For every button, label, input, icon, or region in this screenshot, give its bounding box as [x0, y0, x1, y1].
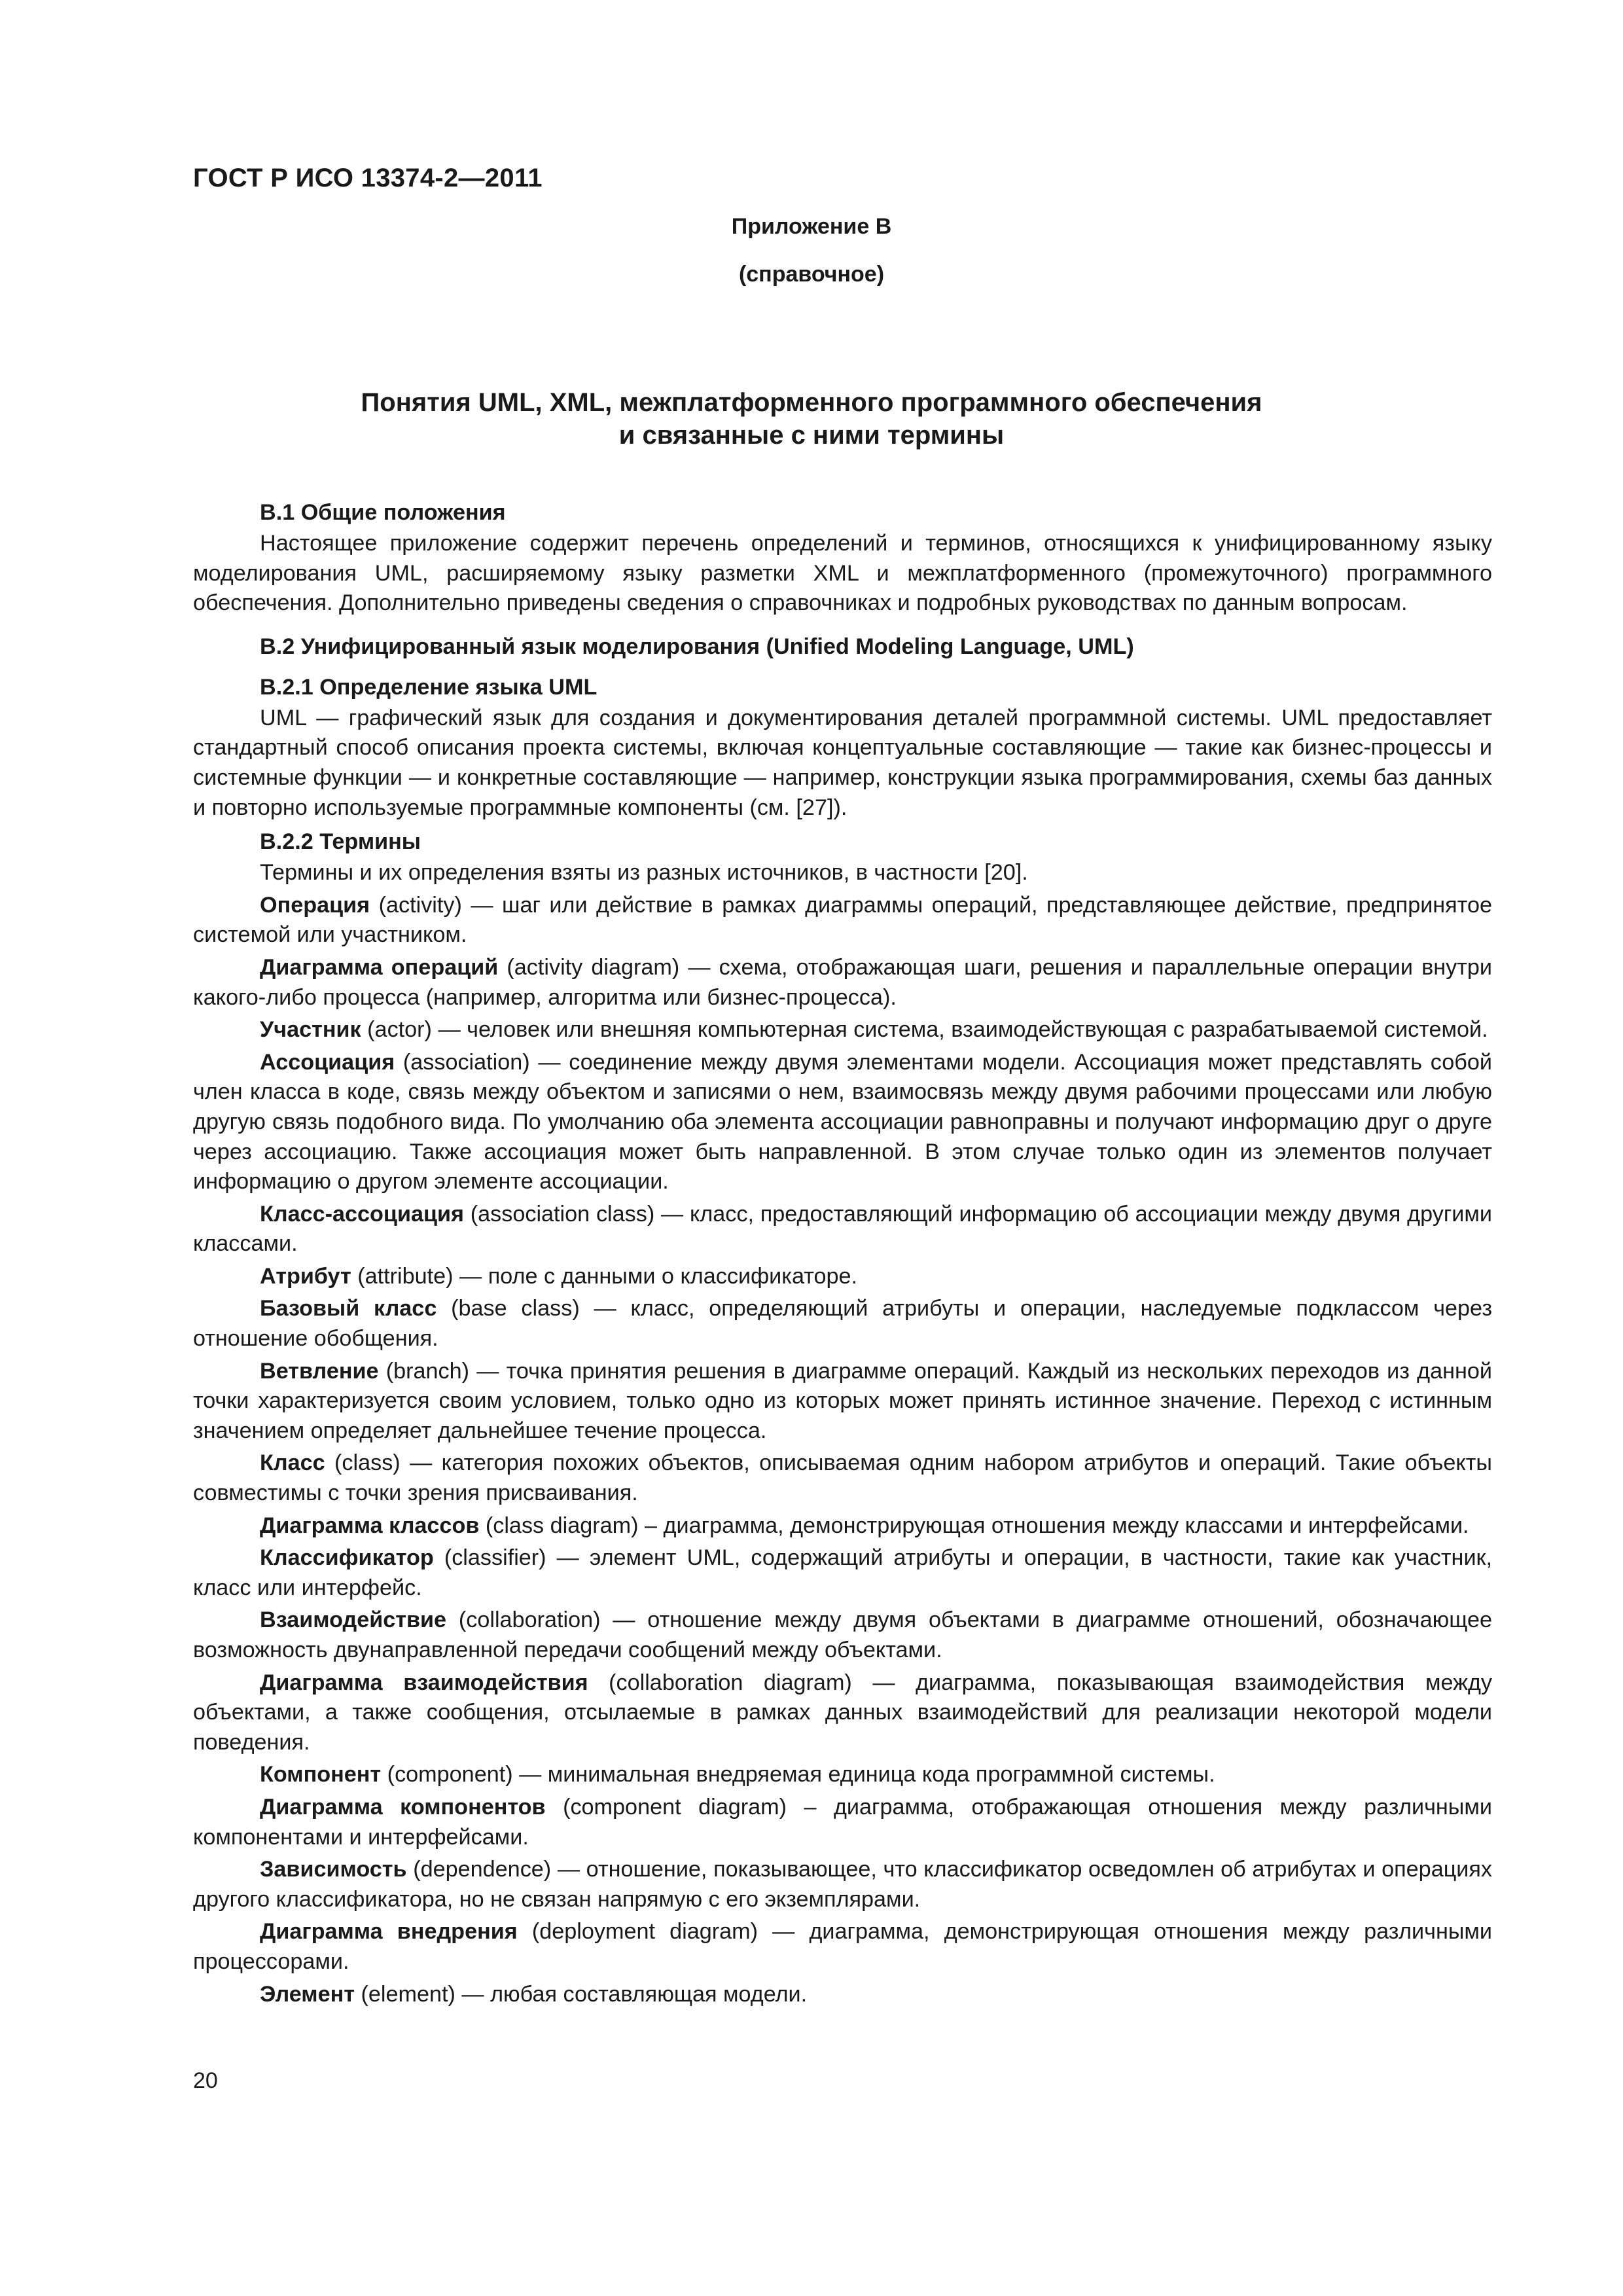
term-name: Ветвление [260, 1358, 379, 1384]
terms-list [193, 891, 1492, 2009]
page-number: 20 [193, 2068, 218, 2093]
term-name: Ассоциация [260, 1049, 395, 1075]
term-text: (collaboration) — отношение между двумя объектами в диаграмме отношений, обозначающее возможность двунаправленной передачи сообщений между объектами. [193, 1607, 1492, 1662]
section-b21-text: UML — графический язык для создания и документирования деталей программной системы. UML предоставляет стандартный способ описания проекта системы, включая концептуальные составляющие — такие как бизнес-процессы и системные функции — и конкретные составляющие — например, конструкции языка программирования, схемы баз данных и повторно используемые программные компоненты (см. [27]). [193, 705, 1492, 820]
term-text: (component diagram) – диаграмма, отображающая отношения между различными компонентами и интерфейсами. [193, 1794, 1492, 1850]
section-heading-b1: В.1 Общие положения [260, 500, 506, 525]
term-name: Зависимость [260, 1857, 407, 1882]
term-definition [193, 1760, 1492, 1790]
term-name: Диаграмма классов [260, 1513, 480, 1538]
term-name: Компонент [260, 1762, 382, 1787]
term-text: (activity diagram) — схема, отображающая шаги, решения и параллельные операции внутри какого-либо процесса (например, алгоритма или бизнес-процесса). [193, 954, 1493, 1010]
term-name: Базовый класс [260, 1296, 437, 1321]
term-text: (element) — любая составляющая модели. [355, 1981, 808, 2007]
term-text: (class diagram) – диаграмма, демонстрирующая отношения между классами и интерфейсами. [479, 1513, 1469, 1538]
annex-heading-line2: и связанные с ними термины [618, 421, 1005, 450]
term-definition [193, 1605, 1492, 1665]
term-text: (branch) — точка принятия решения в диаграмме операций. Каждый из нескольких переходов из данной точки характеризуется своим условием, только одно из которых может принять истинное значение. Переход с истинным значением определяет дальнейшее течение процесса. [193, 1358, 1492, 1443]
term-name: Диаграмма внедрения [260, 1919, 518, 1945]
term-text: (collaboration diagram) — диаграмма, показывающая взаимодействия между объектами, а также сообщения, отсылаемые в рамках данных взаимодействий для реализации некоторой модели поведения. [193, 1670, 1493, 1755]
term-text: (deployment diagram) — диаграмма, демонстрирующая отношения между различными процессорами. [193, 1919, 1492, 1974]
annex-type: (справочное) [738, 262, 885, 287]
term-definition [193, 1048, 1492, 1197]
term-name: Класс-ассоциация [260, 1201, 464, 1227]
term-name: Операция [260, 892, 370, 918]
term-text: (class) — категория похожих объектов, описываемая одним набором атрибутов и операций. Такие объекты совместимы с точки зрения присваивания. [193, 1450, 1492, 1506]
term-definition [193, 1668, 1492, 1758]
section-b1-text: Настоящее приложение содержит перечень определений и терминов, относящихся к унифицированному языку моделирования UML, расширяемому языку разметки XML и межплатформенного (промежуточного) программного обеспечения. Дополнительно приведены сведения о справочниках и подробных руководствах по данным вопросам. [193, 531, 1492, 616]
term-text: (dependence) — отношение, показывающее, что классификатор осведомлен об атрибутах и операциях другого классификатора, но не связан напрямую с его экземплярами. [193, 1857, 1492, 1912]
annex-heading-line1: Понятия UML, XML, межплатформенного программного обеспечения [361, 388, 1262, 417]
term-definition [193, 1543, 1492, 1603]
standard-code: ГОСТ Р ИСО 13374-2—2011 [193, 164, 543, 192]
term-name: Диаграмма компонентов [260, 1794, 546, 1820]
term-name: Класс [260, 1450, 325, 1476]
term-text: (association class) — класс, предоставляющий информацию об ассоциации между двумя другими классами. [193, 1201, 1492, 1257]
term-definition [193, 1262, 1492, 1292]
term-text: (component) — минимальная внедряемая единица кода программной системы. [381, 1762, 1215, 1787]
term-name: Участник [260, 1017, 361, 1043]
term-definition [193, 1448, 1492, 1508]
annex-heading [157, 386, 1466, 452]
section-b22-intro: Термины и их определения взяты из разных источников, в частности [20]. [260, 860, 1028, 886]
term-definition [193, 891, 1492, 950]
term-name: Диаграмма операций [260, 954, 499, 980]
term-text: (association) — соединение между двумя элементами модели. Ассоциация может представлять собой член класса в коде, связь между объектом и записями о нем, взаимосвязь между двумя рабочими процессами или любую другую связь подобного вида. По умолчанию оба элемента ассоциации равноправны и получают информацию друг о друге через ассоциацию. Также ассоциация может быть направленной. В этом случае только один из элементов получает информацию о другом элементе ассоциации. [193, 1049, 1492, 1194]
term-name: Взаимодействие [260, 1607, 447, 1633]
term-definition [193, 1294, 1492, 1354]
term-definition [193, 1855, 1492, 1914]
term-definition [193, 953, 1492, 1013]
section-heading-b22: В.2.2 Термины [260, 829, 421, 855]
term-text: (actor) — человек или внешняя компьютерная система, взаимодействующая с разрабатываемой системой. [361, 1017, 1488, 1043]
term-text: (base class) — класс, определяющий атрибуты и операции, наследуемые подклассом через отношение обобщения. [193, 1296, 1492, 1352]
term-text: (classifier) — элемент UML, содержащий атрибуты и операции, в частности, такие как участник, класс или интерфейс. [193, 1545, 1492, 1600]
term-name: Классификатор [260, 1545, 434, 1571]
term-text: (attribute) — поле с данными о классификаторе. [351, 1263, 858, 1289]
term-definition [193, 1015, 1492, 1045]
term-definition [193, 1793, 1492, 1852]
term-name: Элемент [260, 1981, 355, 2007]
term-definition [193, 1917, 1492, 1977]
section-heading-b21: В.2.1 Определение языка UML [260, 674, 597, 700]
term-definition [193, 1980, 1492, 2010]
term-text: (activity) — шаг или действие в рамках диаграммы операций, представляющее действие, предпринятое системой или участником. [193, 892, 1492, 948]
term-name: Диаграмма взаимодействия [260, 1670, 588, 1695]
term-definition [193, 1200, 1492, 1259]
section-heading-b2: В.2 Унифицированный язык моделирования (Unified Modeling Language, UML) [260, 634, 1134, 659]
term-name: Атрибут [260, 1263, 351, 1289]
term-definition [193, 1357, 1492, 1446]
term-definition [193, 1511, 1492, 1541]
annex-title: Приложение В [731, 214, 892, 239]
document-body [193, 496, 1492, 2009]
